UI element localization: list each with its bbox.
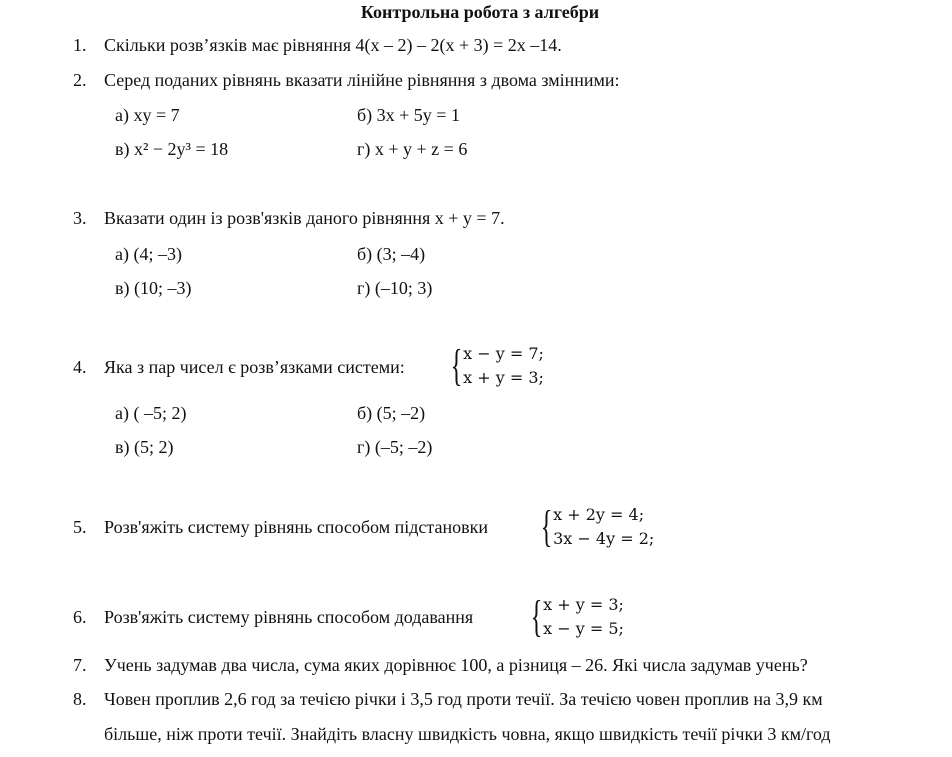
question-text: Скільки розв’язків має рівняння 4(x – 2) – 2(x + 3) = 2x –14. [104,35,562,55]
brace-icon: { [450,341,463,390]
option-v: в) x² − 2y³ = 18 [115,139,229,159]
equation: x + y = 3; [543,595,624,614]
equation-system [536,503,654,551]
option-a: а) xy = 7 [115,105,180,125]
question-number: 6. [73,607,87,627]
document-title: Контрольна робота з алгебри [360,2,600,22]
option-a: а) ( –5; 2) [115,403,187,423]
question-text: Вказати один із розв'язків даного рівняння x + y = 7. [104,208,505,228]
question-text: Човен проплив 2,6 год за течією річки і 3,5 год проти течії. За течією човен проплив на 3,9 км [104,689,823,709]
option-b: б) 3x + 5y = 1 [357,105,460,125]
question-text: Розв'яжіть систему рівнянь способом додавання [104,607,474,627]
question-text: Учень задумав два числа, сума яких дорівнює 100, а різниця – 26. Які числа задумав учень? [104,655,808,675]
brace-icon: { [540,502,553,551]
option-g: г) x + y + z = 6 [357,139,468,159]
question-number: 3. [73,208,87,228]
question-number: 5. [73,517,87,537]
question-number: 7. [73,655,87,675]
question-number: 1. [73,35,87,55]
brace-icon: { [530,592,543,641]
option-b: б) (5; –2) [357,403,426,423]
equation: x − y = 5; [543,619,624,638]
question-number: 4. [73,357,87,377]
equation: x + y = 3; [463,368,544,387]
option-b: б) (3; –4) [357,244,426,264]
equation: 3x − 4y = 2; [553,529,655,548]
question-number: 2. [73,70,87,90]
equation: x + 2y = 4; [553,505,645,524]
question-number: 8. [73,689,87,709]
option-g: г) (–5; –2) [357,437,433,457]
option-a: а) (4; –3) [115,244,182,264]
option-v: в) (5; 2) [115,437,174,457]
equation-system [526,593,624,641]
option-v: в) (10; –3) [115,278,192,298]
equation-system [446,342,544,390]
question-text-continued: більше, ніж проти течії. Знайдіть власну швидкість човна, якщо швидкість течії річки 3 км/год [104,724,831,744]
question-text: Яка з пар чисел є розв’язками системи: [104,357,405,377]
equation: x − y = 7; [463,344,544,363]
question-text: Серед поданих рівнянь вказати лінійне рівняння з двома змінними: [104,70,620,90]
question-text: Розв'яжіть систему рівнянь способом підстановки [104,517,488,537]
option-g: г) (–10; 3) [357,278,433,298]
